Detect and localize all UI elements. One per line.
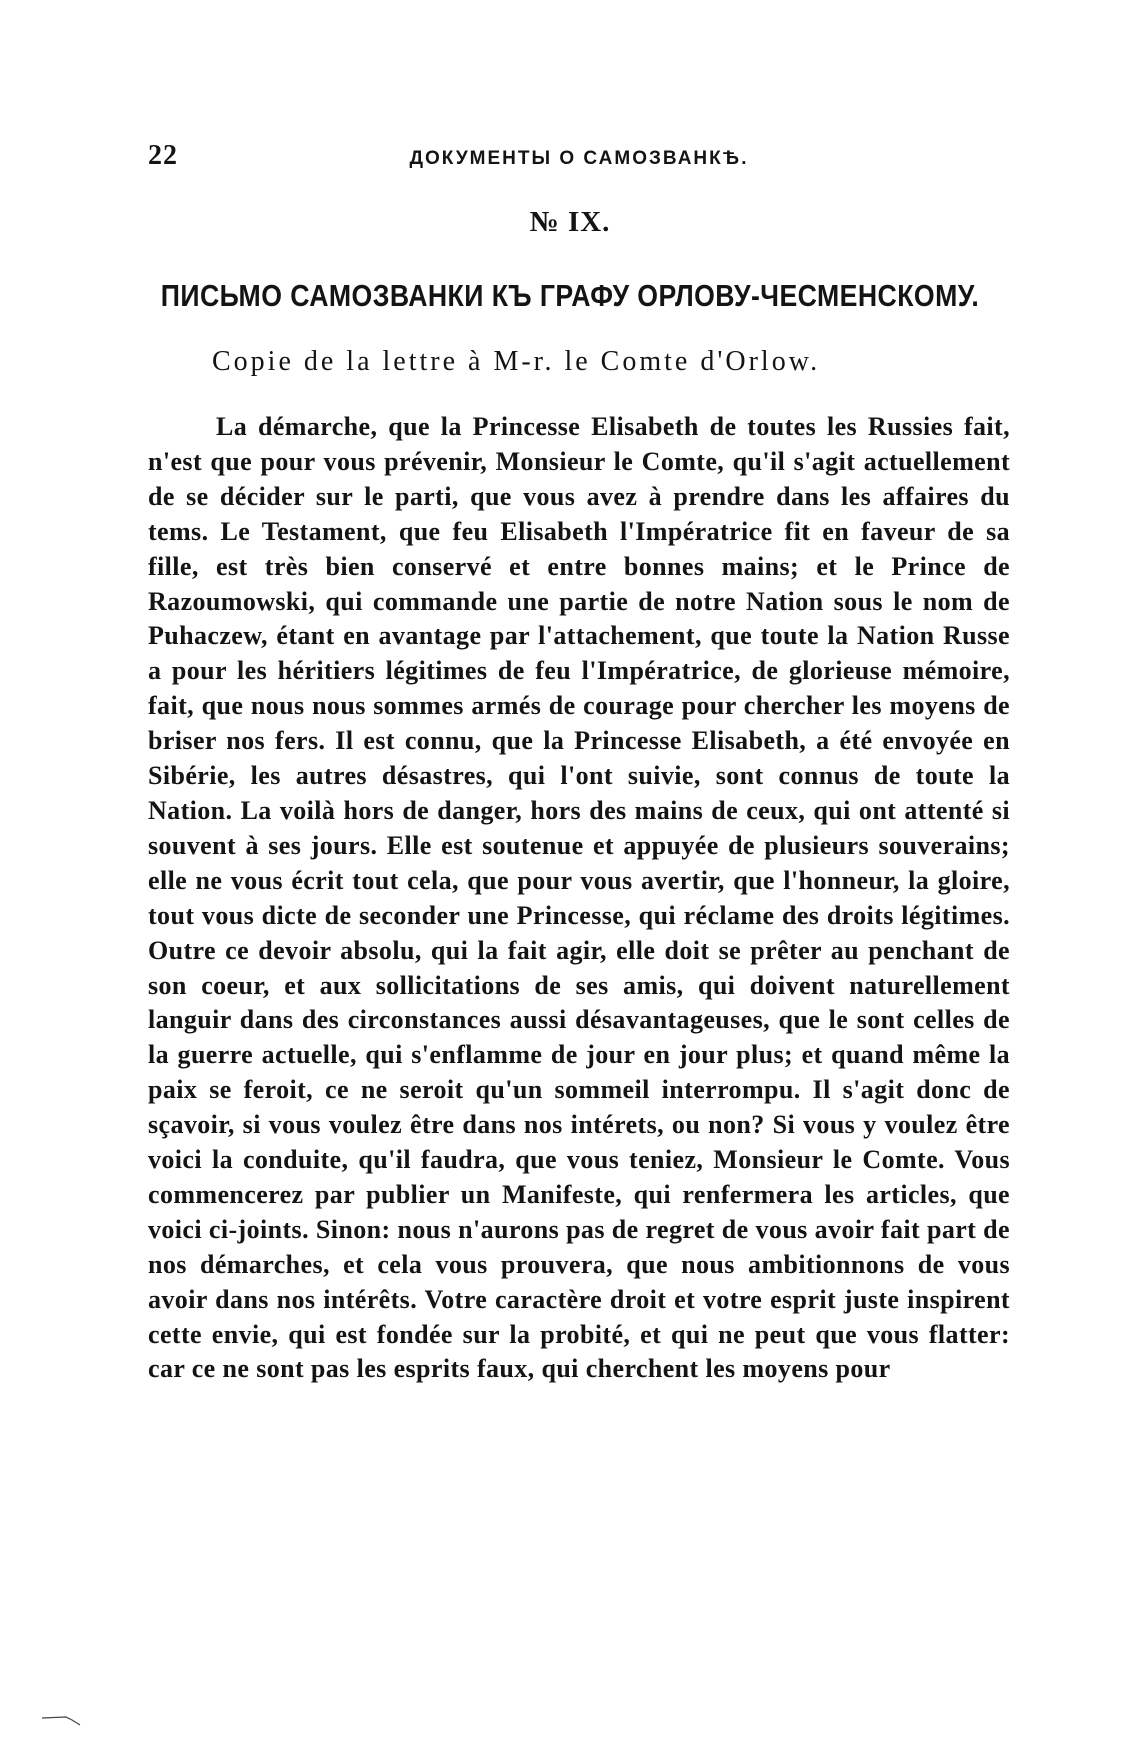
running-title: ДОКУМЕНТЫ О САМОЗВАНКѢ. xyxy=(409,148,749,169)
running-head xyxy=(148,140,1010,180)
scan-mark-decoration xyxy=(40,1715,90,1727)
letter-subtitle: Copie de la lettre à M-r. le Comte d'Orlow. xyxy=(212,346,821,377)
letter-body: La démarche, que la Princesse Elisabeth de toutes les Russies fait, n'est que pour vous prévenir, Monsieur le Comte, qu'il s'agit actuellement de se décider sur le parti, que vous avez à prendre dans les affaires du tems. Le Testament, que feu Elisabeth l'Impératrice fit en faveur de sa fille, est très bien conservé et entre bonnes mains; et le Prince de Razoumowski, qui commande une partie de notre Nation sous le nom de Puhaczew, étant en avantage par l'attachement, que toute la Nation Russe a pour les héritiers légitimes de feu l'Impératrice, de glorieuse mémoire, fait, que nous nous sommes armés de courage pour chercher les moyens de briser nos fers. Il est connu, que la Princesse Elisabeth, a été envoyée en Sibérie, les autres désastres, qui l'ont suivie, sont connus de toute la Nation. La voilà hors de danger, hors des mains de ceux, qui ont attenté si souvent à ses jours. Elle est soutenue et appuyée de plusieurs souverains; elle ne vous écrit tout cela, que pour vous avertir, que l'honneur, la gloire, tout vous dicte de seconder une Princesse, qui réclame des droits légitimes. Outre ce devoir absolu, qui la fait agir, elle doit se prêter au penchant de son coeur, et aux sollicitations de ses amis, qui doivent naturellement languir dans des circonstances aussi désavantageuses, que le sont celles de la guerre actuelle, qui s'enflamme de jour en jour plus; et quand même la paix se feroit, ce ne seroit qu'un sommeil interrompu. Il s'agit donc de sçavoir, si vous voulez être dans nos intérets, ou non? Si vous y voulez être voici la conduite, qu'il faudra, que vous teniez, Monsieur le Comte. Vous commencerez par publier un Manifeste, qui renfermera les articles, que voici ci-joints. Sinon: nous n'aurons pas de regret de vous avoir fait part de nos démarches, et cela vous prouvera, que nous ambitionnons de vous avoir dans nos intérêts. Votre caractère droit et votre esprit juste inspirent cette envie, qui est fondée sur la probité, et qui ne peut que vous flatter: car ce ne sont pas les esprits faux, qui cherchent les moyens pour xyxy=(148,412,1010,1384)
page-number: 22 xyxy=(148,140,178,171)
document-number: № IX. xyxy=(529,206,611,238)
document-title: ПИСЬМО САМОЗВАНКИ КЪ ГРАФУ ОРЛОВУ-ЧЕСМЕНСКОМУ. xyxy=(160,278,980,313)
